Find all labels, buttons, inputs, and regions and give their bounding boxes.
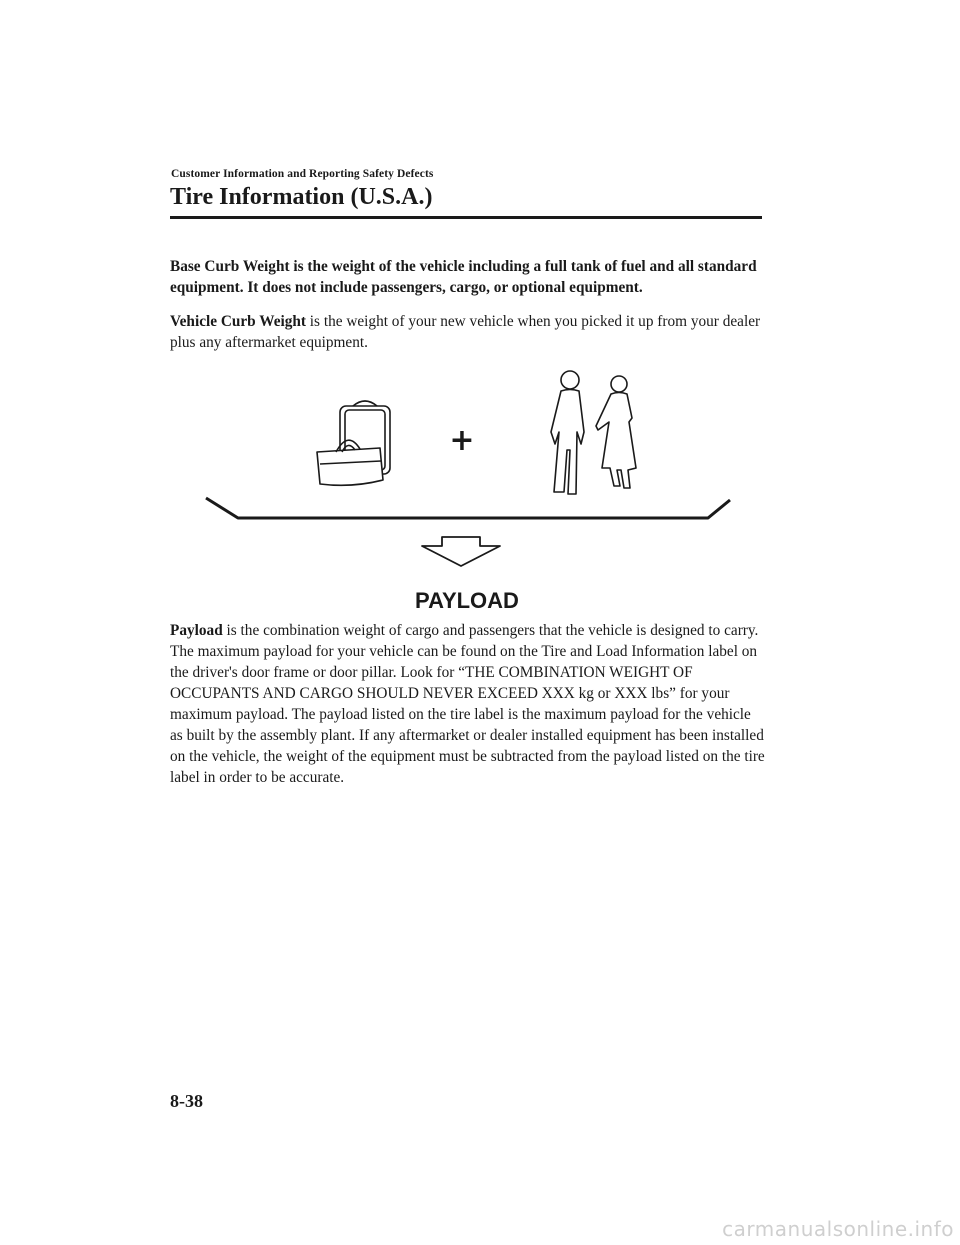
vehicle-curb-weight-text: is the weight of your new vehicle when you picked it up from your dealer plus any aftermarket equipment. (170, 313, 761, 351)
down-arrow-icon (422, 537, 500, 566)
page-title: Tire Information (U.S.A.) (170, 184, 433, 210)
people-icon (551, 371, 636, 494)
payload-illustration (170, 360, 765, 620)
section-label: Customer Information and Reporting Safety Defects (171, 168, 434, 180)
luggage-icon (317, 401, 390, 485)
page-number: 8-38 (170, 1091, 203, 1111)
vehicle-curb-weight-paragraph (170, 311, 765, 353)
bracket-line (206, 498, 730, 518)
payload-label: PAYLOAD (415, 588, 519, 613)
payload-term: Payload (170, 622, 223, 639)
title-rule (170, 216, 762, 219)
base-curb-weight-paragraph: Base Curb Weight is the weight of the vehicle including a full tank of fuel and all standard equipment. It does not include passengers, cargo, or optional equipment. (170, 258, 757, 296)
vehicle-curb-weight-term: Vehicle Curb Weight (170, 313, 306, 330)
plus-sign: + (449, 423, 475, 458)
payload-text: is the combination weight of cargo and passengers that the vehicle is designed to carry. The maximum payload for your vehicle can be found on the Tire and Load Information label on the driver's door frame or door pillar. Look for “THE COMBINATION WEIGHT OF OCCUPANTS AND CARGO SHOULD NEVER EXCEED XXX kg or XXX lbs” for your maximum payload. The payload listed on the tire label is the maximum payload for the vehicle as built by the assembly plant. If any aftermarket or dealer installed equipment has been installed on the vehicle, the weight of the equipment must be subtracted from the payload listed on the tire label in order to be accurate. (170, 622, 765, 786)
payload-paragraph (170, 620, 765, 788)
watermark: carmanualsonline.info (722, 1217, 954, 1241)
